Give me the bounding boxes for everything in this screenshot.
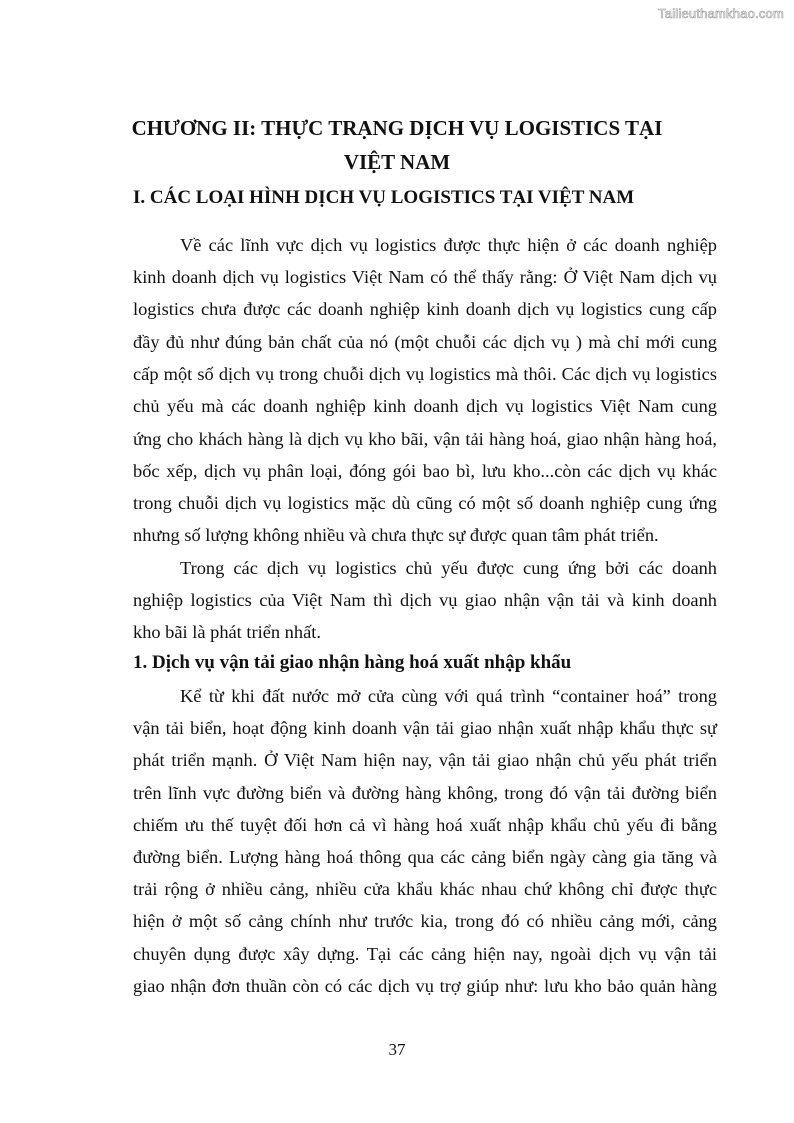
text-line: cấp một số dịch vụ trong chuỗi dịch vụ logistics mà thôi. Các dịch vụ logistics (133, 364, 717, 384)
text-line: đường biển. Lượng hàng hoá thông qua các cảng biển ngày càng gia tăng và (133, 847, 717, 867)
text-line: hiện ở một số cảng chính như trước kia, trong đó có nhiều cảng mới, cảng (133, 911, 717, 931)
text-line: chuyên dụng được xây dựng. Tại các cảng hiện nay, ngoài dịch vụ vận tải (133, 944, 717, 964)
text-line: kinh doanh dịch vụ logistics Việt Nam có thể thấy rằng: Ở Việt Nam dịch vụ (133, 267, 717, 287)
text-line: Trong các dịch vụ logistics chủ yếu được cung ứng bởi các doanh (180, 558, 717, 578)
subsection-heading: 1. Dịch vụ vận tải giao nhận hàng hoá xuất nhập khẩu (133, 652, 572, 673)
text-line: chủ yếu mà các doanh nghiệp kinh doanh dịch vụ logistics Việt Nam cung (133, 396, 717, 416)
text-line: trong chuỗi dịch vụ logistics mặc dù cũng có một số doanh nghiệp cung ứng (133, 493, 717, 513)
text-line: trải rộng ở nhiều cảng, nhiều cửa khẩu khác nhau chứ không chỉ được thực (133, 879, 717, 899)
page-number: 37 (388, 1040, 406, 1059)
text-line: kho bãi là phát triển nhất. (133, 622, 321, 642)
text-line: phát triển mạnh. Ở Việt Nam hiện nay, vận tải giao nhận chủ yếu phát triển (133, 750, 717, 770)
chapter-title-line-2: VIỆT NAM (343, 150, 451, 174)
text-line: đầy đủ như đúng bản chất của nó (một chuỗi các dịch vụ ) mà chỉ mới cung (133, 332, 717, 352)
section-heading: I. CÁC LOẠI HÌNH DỊCH VỤ LOGISTICS TẠI VIỆT NAM (133, 187, 635, 208)
chapter-title-line-1: CHƯƠNG II: THỰC TRẠNG DỊCH VỤ LOGISTICS TẠI (131, 116, 663, 140)
text-line: bốc xếp, dịch vụ phân loại, đóng gói bao bì, lưu kho...còn các dịch vụ khác (133, 461, 717, 481)
text-line: nghiệp logistics của Việt Nam thì dịch vụ giao nhận vận tải và kinh doanh (133, 590, 717, 610)
text-line: Về các lĩnh vực dịch vụ logistics được thực hiện ở các doanh nghiệp (180, 235, 717, 255)
text-line: vận tải biển, hoạt động kinh doanh vận tải giao nhận xuất nhập khẩu thực sự (133, 718, 717, 738)
text-line: giao nhận đơn thuần còn có các dịch vụ trợ giúp như: lưu kho bảo quản hàng (133, 976, 717, 996)
text-line: ứng cho khách hàng là dịch vụ kho bãi, vận tải hàng hoá, giao nhận hàng hoá, (133, 429, 717, 449)
text-line: trên lĩnh vực đường biển và đường hàng không, trong đó vận tải đường biển (133, 783, 717, 803)
text-line: chiếm ưu thế tuyệt đối hơn cả vì hàng hoá xuất nhập khẩu chủ yếu đi bằng (133, 815, 717, 835)
text-line: logistics chưa được các doanh nghiệp kinh doanh dịch vụ logistics cung cấp (133, 299, 717, 319)
text-line: Kể từ khi đất nước mở cửa cùng với quá trình “container hoá” trong (180, 686, 717, 706)
watermark: Tailieuthamkhao.com (658, 6, 784, 21)
text-line: nhưng số lượng không nhiều và chưa thực sự được quan tâm phát triển. (133, 525, 659, 545)
